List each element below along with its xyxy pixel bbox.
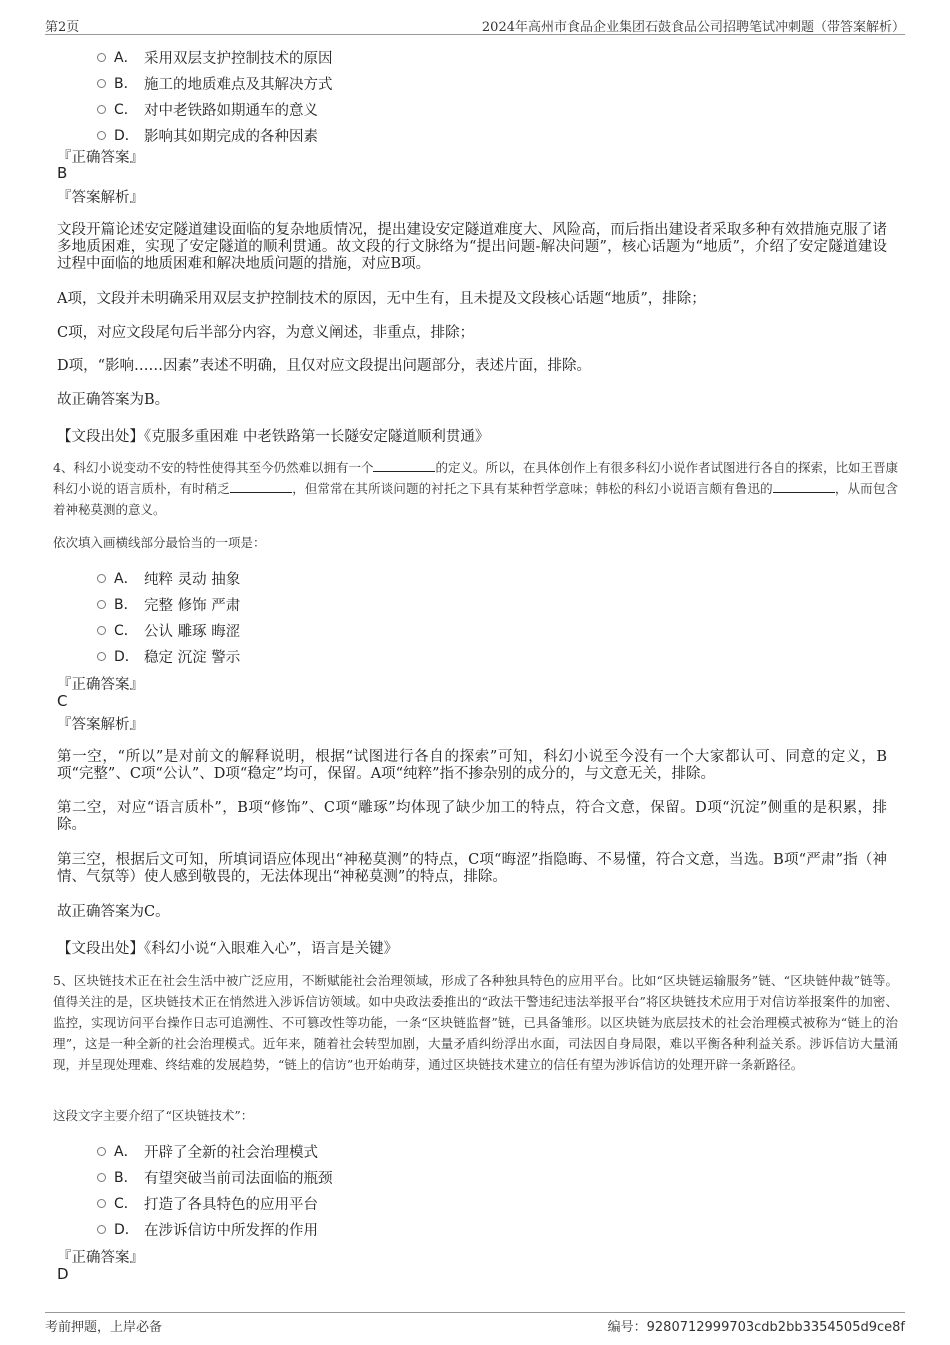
footer-slogan: 考前押题，上岸必备 bbox=[45, 1320, 163, 1335]
radio-icon[interactable] bbox=[97, 574, 106, 583]
q4-option-a[interactable]: A． 纯粹 灵动 抽象 bbox=[97, 568, 240, 588]
radio-icon[interactable] bbox=[97, 79, 106, 88]
q4-stem: 4、科幻小说变动不安的特性使得其至今仍然难以拥有一个 的定义。所以，在具体创作上有很多科幻小说作者试图进行各自的探索，比如王晋康科幻小说的语言质朴，有时稍乏 ，但常常在其所谈问题的衬托之下具有某种哲学意味；韩松的科幻小说语言颇有鲁迅的 ，从而包含着神秘莫测的意义。 bbox=[53, 460, 898, 517]
page-footer bbox=[45, 1312, 905, 1335]
radio-icon[interactable] bbox=[97, 1225, 106, 1234]
radio-icon[interactable] bbox=[97, 1147, 106, 1156]
q5-stem: 5、区块链技术正在社会生活中被广泛应用，不断赋能社会治理领域，形成了各种独具特色的应用平台。比如“区块链运输服务”链、“区块链仲裁”链等。值得关注的是，区块链技术正在悄然进入涉诉信访领域。如中央政法委推出的“政法干警违纪违法举报平台”将区块链技术应用于对信访举报案件的加密、监控，实现访问平台操作日志可追溯性、不可篡改性等功能，一条“区块链监督”链，已具备雏形。以区块链为底层技术的社会治理模式被称为“链上的治理”，这是一种全新的社会治理模式。近年来，随着社会转型加剧，大量矛盾纠纷浮出水面，司法因自身局限，难以平衡各种利益关系。涉诉信访大量涌现，并呈现处理难、终结难的发展趋势，“链上的信访”也开始萌芽，通过区块链技术建立的信任有望为涉诉信访的处理开辟一条新路径。 bbox=[53, 973, 898, 1072]
q3-analysis-paragraph: 故正确答案为B。 bbox=[57, 392, 170, 408]
radio-icon[interactable] bbox=[97, 652, 106, 661]
q3-analysis-paragraph: D项，“影响……因素”表述不明确，且仅对应文段提出问题部分，表述片面，排除。 bbox=[57, 358, 591, 374]
q4-analysis-paragraph: 第二空，对应“语言质朴”，B项“修饰”、C项“雕琢”均体现了缺少加工的特点，符合文意，保留。D项“沉淀”侧重的是积累，排除。 bbox=[57, 800, 887, 833]
q3-analysis-paragraph: C项，对应文段尾句后半部分内容，为意义阐述，非重点，排除； bbox=[57, 325, 475, 341]
q5-option-c[interactable]: C． 打造了各具特色的应用平台 bbox=[97, 1193, 318, 1213]
radio-icon[interactable] bbox=[97, 1173, 106, 1182]
radio-icon[interactable] bbox=[97, 600, 106, 609]
q4-analysis-paragraph: 第一空，“所以”是对前文的解释说明，根据“试图进行各自的探索”可知，科幻小说至今没有一个大家都认可、同意的定义，B项“完整”、C项“公认”、D项“稳定”均可，保留。A项“纯粹”指不掺杂别的成分的，与文意无关，排除。 bbox=[57, 749, 887, 782]
blank-line bbox=[373, 459, 435, 472]
q4-analysis-paragraph: 故正确答案为C。 bbox=[57, 904, 170, 920]
q3-option-b[interactable]: B． 施工的地质难点及其解决方式 bbox=[97, 73, 333, 93]
q4-answer-label: 『正确答案』 bbox=[57, 677, 144, 693]
q4-analysis-paragraph: 第三空，根据后文可知，所填词语应体现出“神秘莫测”的特点，C项“晦涩”指隐晦、不易懂，符合文意，当选。B项“严肃”指（神情、气氛等）使人感到敬畏的，无法体现出“神秘莫测”的特点，排除。 bbox=[57, 852, 887, 885]
q4-option-c[interactable]: C． 公认 雕琢 晦涩 bbox=[97, 620, 240, 640]
blank-line bbox=[773, 480, 835, 493]
q5-option-b[interactable]: B． 有望突破当前司法面临的瓶颈 bbox=[97, 1167, 333, 1187]
q5-prompt: 这段文字主要介绍了“区块链技术”： bbox=[53, 1108, 254, 1123]
q4-option-b[interactable]: B． 完整 修饰 严肃 bbox=[97, 594, 240, 614]
q4-prompt: 依次填入画横线部分最恰当的一项是： bbox=[53, 535, 266, 550]
radio-icon[interactable] bbox=[97, 53, 106, 62]
q4-option-d[interactable]: D． 稳定 沉淀 警示 bbox=[97, 646, 240, 666]
q3-answer: B bbox=[57, 164, 68, 182]
q5-option-a[interactable]: A． 开辟了全新的社会治理模式 bbox=[97, 1141, 318, 1161]
q3-option-c[interactable]: C． 对中老铁路如期通车的意义 bbox=[97, 99, 318, 119]
q3-source: 【文段出处】《克服多重困难 中老铁路第一长隧安定隧道顺利贯通》 bbox=[57, 429, 490, 445]
q3-analysis-paragraph: A项，文段并未明确采用双层支护控制技术的原因，无中生有，且未提及文段核心话题“地质”，排除； bbox=[57, 291, 706, 307]
q5-option-d[interactable]: D． 在涉诉信访中所发挥的作用 bbox=[97, 1219, 318, 1239]
document-title: 2024年高州市食品企业集团石鼓食品公司招聘笔试冲刺题（带答案解析） bbox=[481, 20, 905, 35]
page-header bbox=[45, 14, 905, 35]
q5-answer: D bbox=[57, 1265, 69, 1283]
q3-option-a[interactable]: A． 采用双层支护控制技术的原因 bbox=[97, 47, 333, 67]
radio-icon[interactable] bbox=[97, 1199, 106, 1208]
page-number: 第2页 bbox=[45, 20, 80, 35]
radio-icon[interactable] bbox=[97, 131, 106, 140]
q3-answer-label: 『正确答案』 bbox=[57, 150, 144, 166]
q5-answer-label: 『正确答案』 bbox=[57, 1250, 144, 1266]
document-code: 编号：9280712999703cdb2bb3354505d9ce8f bbox=[607, 1320, 905, 1335]
q4-answer: C bbox=[57, 692, 68, 710]
q3-option-d[interactable]: D． 影响其如期完成的各种因素 bbox=[97, 125, 318, 145]
radio-icon[interactable] bbox=[97, 626, 106, 635]
q3-analysis-label: 『答案解析』 bbox=[57, 190, 144, 206]
q4-source: 【文段出处】《科幻小说“入眼难入心”，语言是关键》 bbox=[57, 941, 399, 957]
q3-analysis-paragraph: 文段开篇论述安定隧道建设面临的复杂地质情况，提出建设安定隧道难度大、风险高，而后指出建设者采取多种有效措施克服了诸多地质困难，实现了安定隧道的顺利贯通。故文段的行文脉络为“提出问题-解决问题”，核心话题为“地质”，介绍了安定隧道建设过程中面临的地质困难和解决地质问题的措施，对应B项。 bbox=[57, 222, 887, 272]
blank-line bbox=[230, 480, 292, 493]
q4-analysis-label: 『答案解析』 bbox=[57, 717, 144, 733]
radio-icon[interactable] bbox=[97, 105, 106, 114]
